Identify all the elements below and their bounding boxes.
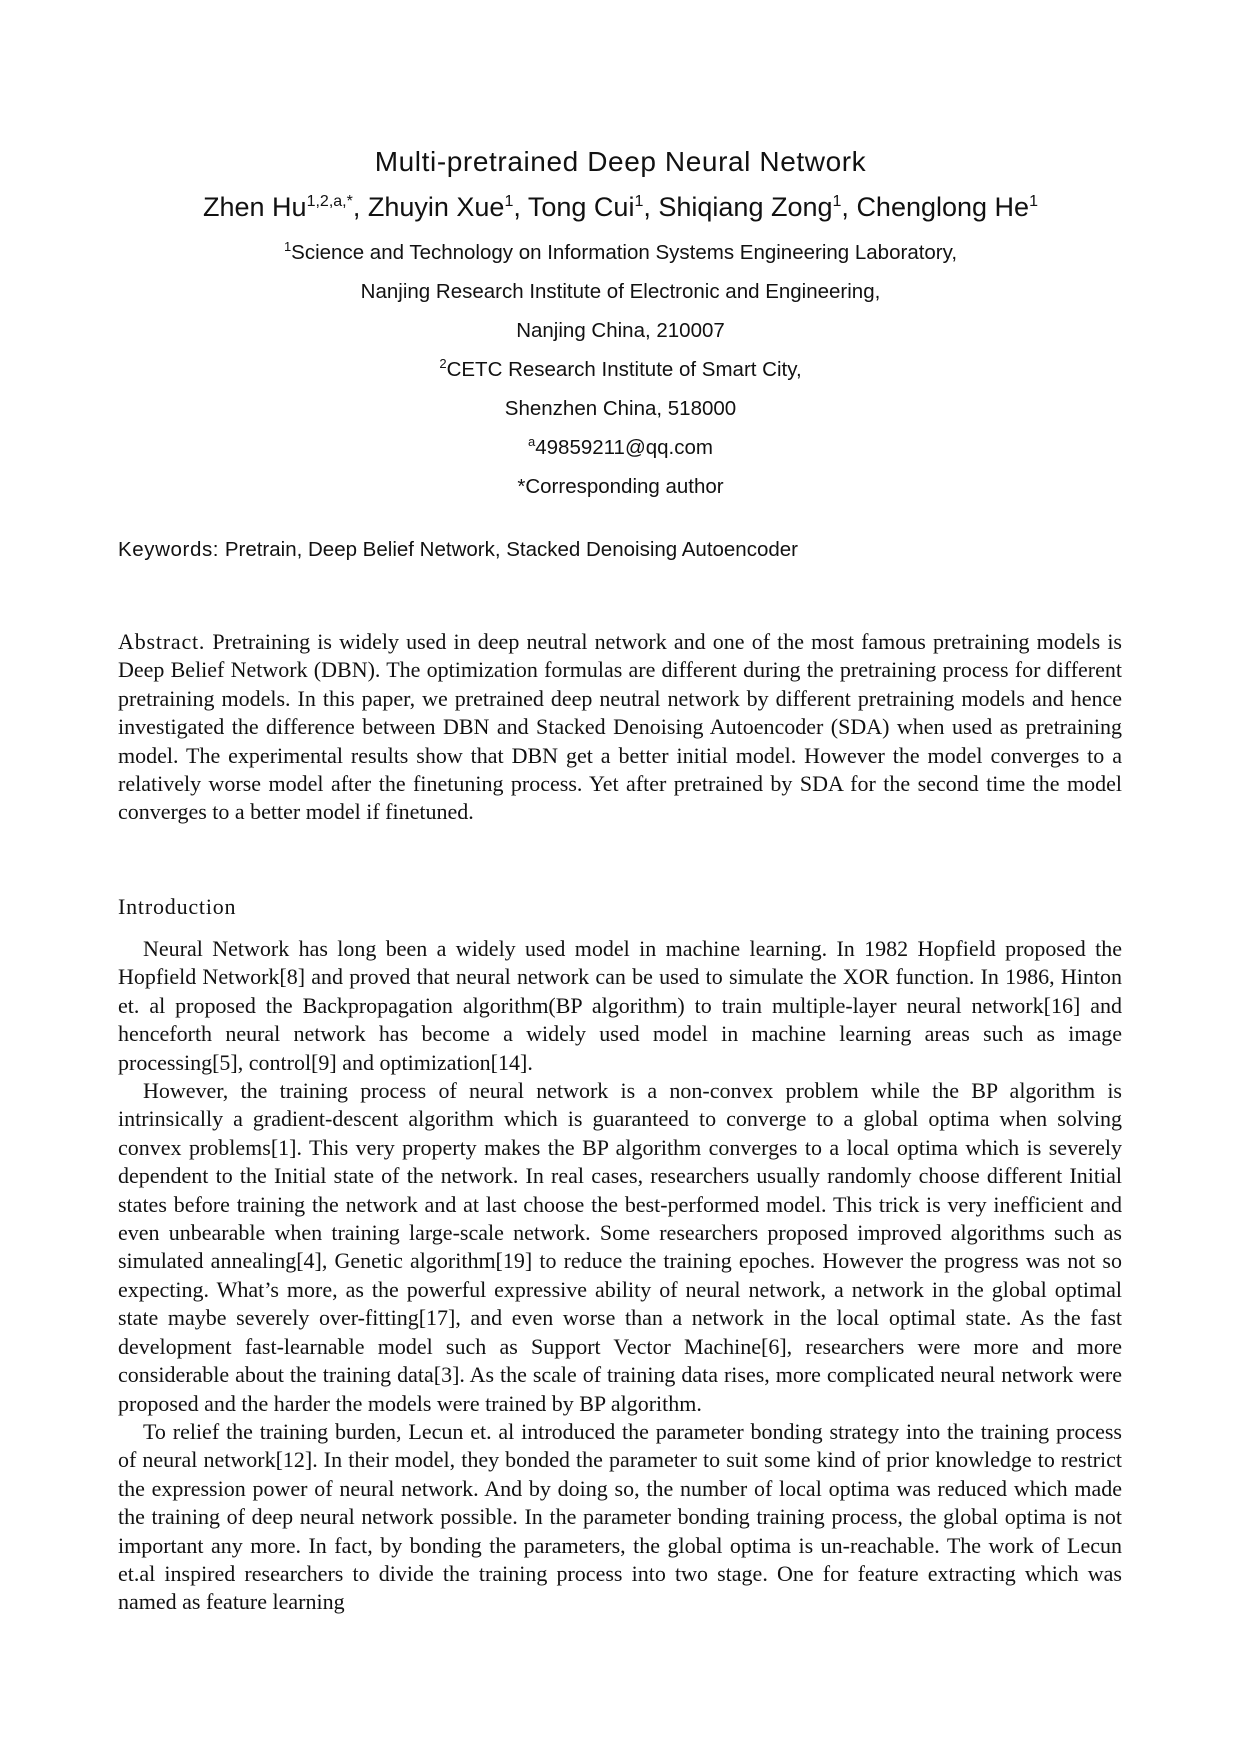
affiliation-line: $^2$CETC Research Institute of Smart City,: [439, 356, 802, 381]
affiliation-line: Nanjing China, 210007: [516, 318, 725, 342]
affiliation-line: Shenzhen China, 518000: [504, 396, 737, 420]
author: Chenglong He$^1$: [856, 192, 1038, 222]
abstract-label: Abstract.: [118, 629, 206, 654]
paragraph: To relief the training burden, Lecun et. al introduced the parameter bonding strategy into the training process of neural network[12]. In their model, they bonded the parameter to suit some kind of prior knowledge to restrict the expression power of neural network. And by doing so, the number of local optima was reduced which made the training of deep neural network possible. In the parameter bonding training process, the global optima is not important any more. In fact, by bonding the parameters, the global optima is un-reachable. The work of Lecun et.al inspired researchers to divide the training process into two stage. One for feature extracting which was named as feature learning: [118, 1418, 1122, 1615]
corresponding-author-note: *Corresponding author: [517, 474, 724, 498]
author-superscript: 1: [504, 193, 514, 210]
paragraph: However, the training process of neural network is a non-convex problem while the BP algorithm is intrinsically a gradient-descent algorithm which is guaranteed to converge to a global optima when solving convex problems[1]. This very property makes the BP algorithm converges to a local optima which is severely dependent to the Initial state of the network. In real cases, researchers usually randomly choose different Initial states before training the network and at last choose the best-performed model. This trick is very inefficient and even unbearable when training large-scale network. Some researchers proposed improved algorithms such as simulated annealing[4], Genetic algorithm[19] to reduce the training epoches. However the progress was not so expecting. What’s more, as the powerful expressive ability of neural network, a network in the global optimal state maybe severely over-fitting[17], and even worse than a network in the local optimal state. As the fast development fast-learnable model such as Support Vector Machine[6], researchers were more and more considerable about the training data[3]. As the scale of training data rises, more complicated neural network were proposed and the harder the models were trained by BP algorithm.: [118, 1078, 1122, 1416]
paper-title: Multi-pretrained Deep Neural Network: [374, 146, 867, 177]
author-superscript: 1: [1029, 193, 1038, 210]
abstract: [118, 628, 1122, 827]
author-superscript: 1: [832, 193, 842, 210]
author-email: $^a$49859211@qq.com: [528, 434, 713, 459]
paragraph: Neural Network has long been a widely used model in machine learning. In 1982 Hopfield proposed the Hopfield Network[8] and proved that neural network can be used to simulate the XOR function. In 1986, Hinton et. al proposed the Backpropagation algorithm(BP algorithm) to train multiple-layer neural network[16] and henceforth neural network has become a widely used model in machine learning areas such as image processing[5], control[9] and optimization[14].: [118, 936, 1122, 1075]
author: Zhuyin Xue$^1$,: [367, 192, 528, 222]
author-superscript: 1,2,a,*: [306, 193, 353, 210]
author: Zhen $Hu^{1,2,a,*}$,: [203, 192, 368, 222]
author: Tong Cui$^1$,: [527, 192, 659, 222]
affiliation-line: $^1$Science and Technology on Information Systems Engineering Laboratory,: [283, 239, 958, 264]
keywords-label: Keywords:: [118, 538, 220, 561]
author-superscript: 1: [634, 193, 644, 210]
abstract-text: Pretraining is widely used in deep neutral network and one of the most famous pretraining models is Deep Belief Network (DBN). The optimization formulas are different during the pretraining process for different pretraining models. In this paper, we pretrained deep neutral network by different pretraining models and hence investigated the difference between DBN and Stacked Denoising Autoencoder (SDA) when used as pretraining model. The experimental results show that DBN get a better initial model. However the model converges to a relatively worse model after the finetuning process. Yet after pretrained by SDA for the second time the model converges to a better model if finetuned.: [118, 629, 1122, 825]
section-heading: Introduction: [118, 894, 237, 919]
section-body: [118, 935, 1122, 1617]
affiliation-line: Nanjing Research Institute of Electronic and Engineering,: [360, 279, 881, 303]
keywords: [118, 538, 1118, 562]
author: Shiqiang Zong$^1$,: [658, 192, 857, 222]
author-list: [0, 192, 1241, 223]
keywords-text: Pretrain, Deep Belief Network, Stacked Denoising Autoencoder: [224, 538, 798, 561]
